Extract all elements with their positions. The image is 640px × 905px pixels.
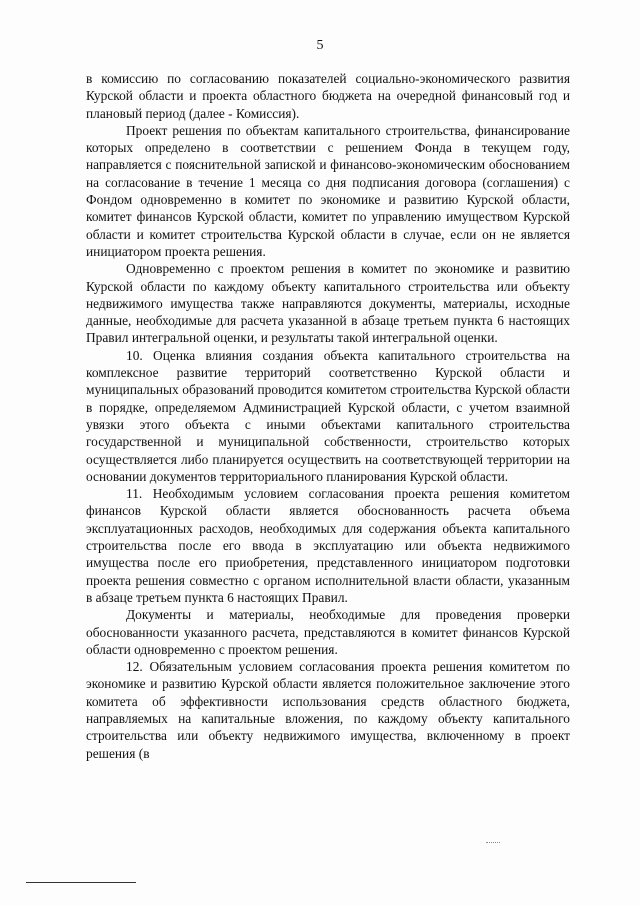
footer-rule: [26, 882, 136, 883]
paragraph: 11. Необходимым условием согласования проекта решения комитетом финансов Курской области является обоснованность расчета объема эксплуатационных расходов, необходимых для содержания объекта капитального строительства после его ввода в эксплуатацию или объекта недвижимого имущества после его приобретения, представленного инициатором подготовки проекта решения совместно с органом исполнительной власти области, указанным в абзаце третьем пункта 6 настоящих Правил.: [86, 486, 570, 605]
paragraph: в комиссию по согласованию показателей социально-экономического развития Курской области и проекта областного бюджета на очередной финансовый год и плановый период (далее - Комиссия).: [86, 71, 570, 121]
paragraph: 10. Оценка влияния создания объекта капитального строительства на комплексное развитие территорий соответственно Курской области и муниципальных образований проводится комитетом строительства Курской области в порядке, определяемом Администрацией Курской области, с учетом взаимной увязки этого объекта с иными объектами капитального строительства государственной и муниципальной собственности, строительство которых осуществляется либо планируется осуществить на соответствующей территории на основании документов территориального планирования Курской области.: [86, 347, 570, 484]
paragraph: Одновременно с проектом решения в комитет по экономике и развитию Курской области по каждому объекту капитального строительства или объекту недвижимого имущества также направляются документы, материалы, исходные данные, необходимые для расчета указанной в абзаце третьем пункта 6 настоящих Правил интегральной оценки, и результаты такой интегральной оценки.: [86, 261, 570, 346]
paragraph: Проект решения по объектам капитального строительства, финансирование которых определено в соответствии с решением Фонда в текущем году, направляется с пояснительной запиской и финансово-экономическим обоснованием на согласование в течение 1 месяца со дня подписания договора (соглашения) с Фондом одновременно в комитет по экономике и развитию Курской области, комитет финансов Курской области, комитет по управлению имуществом Курской области и комитет строительства Курской области в случае, если он не является инициатором проекта решения.: [86, 122, 570, 259]
paragraph: 12. Обязательным условием согласования проекта решения комитетом по экономике и развитию Курской области является положительное заключение этого комитета об эффективности использования средств областного бюджета, направляемых на капитальные вложения, по каждому объекту капитального строительства или объекту недвижимого имущества, включенному в проект решения (в: [86, 659, 570, 761]
scan-artifact: [486, 842, 500, 843]
document-body: [86, 70, 570, 762]
paragraph: Документы и материалы, необходимые для проведения проверки обоснованности указанного расчета, представляются в комитет финансов Курской области одновременно с проектом решения.: [86, 607, 570, 657]
page-number: 5: [316, 38, 324, 53]
